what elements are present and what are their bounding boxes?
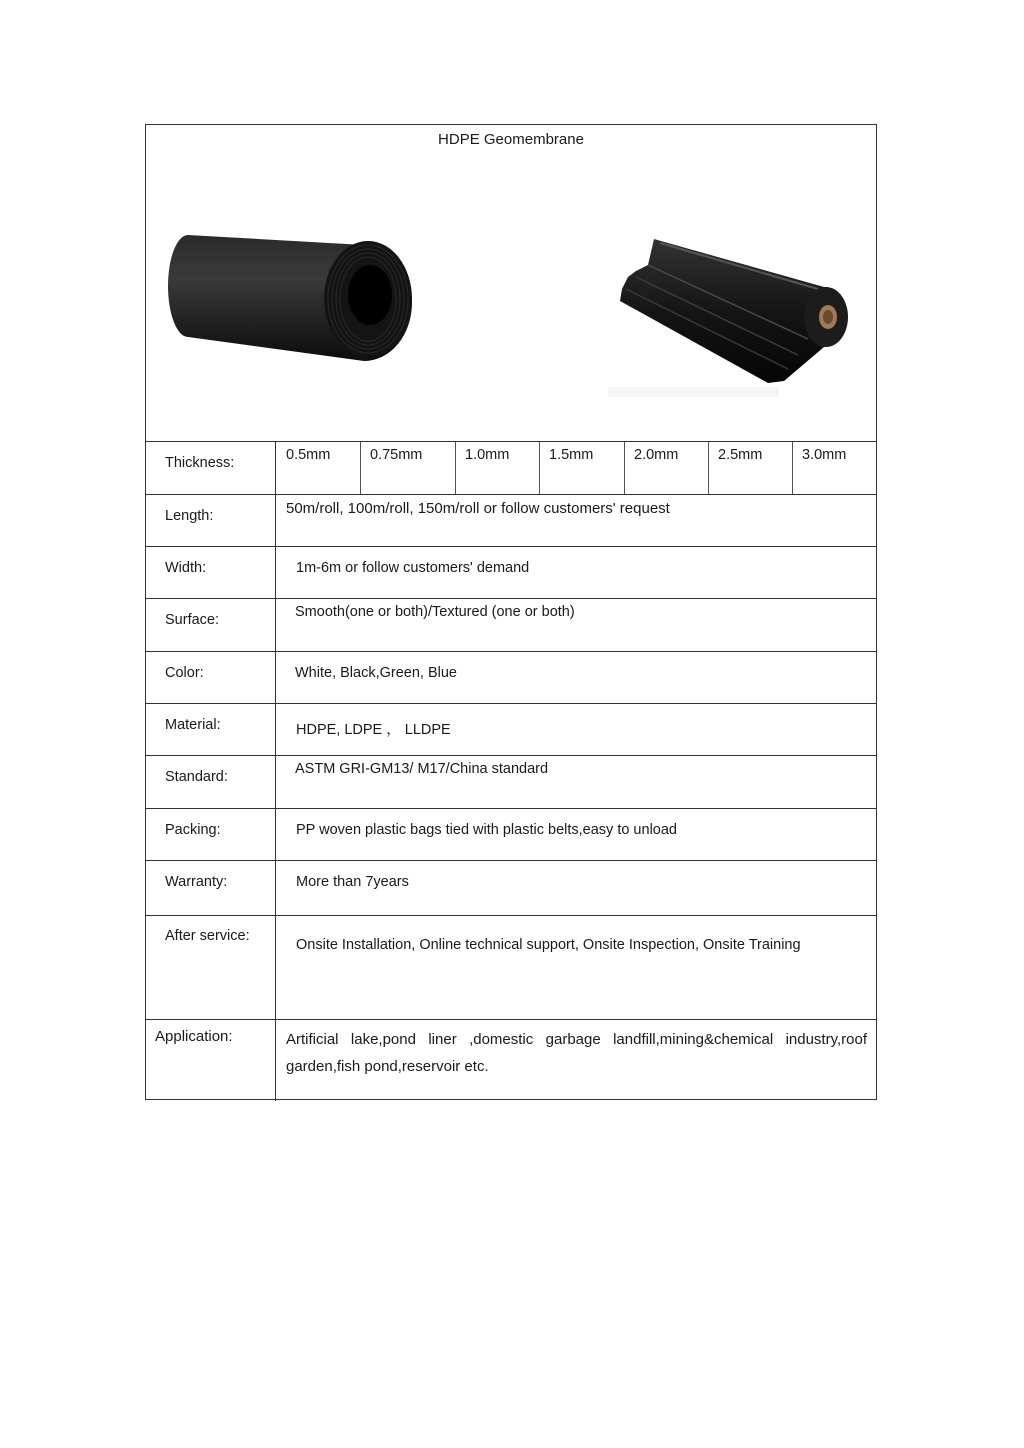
spec-row-application	[146, 1019, 876, 1101]
spec-label: Length:	[146, 495, 276, 546]
spec-label: Application:	[146, 1020, 276, 1101]
spec-row-packing	[146, 808, 876, 860]
spec-value: ASTM GRI-GM13/ M17/China standard	[295, 761, 549, 777]
thickness-cell: 0.75mm	[361, 442, 456, 494]
spec-row-color	[146, 651, 876, 703]
spec-value: Onsite Installation, Online technical support, Onsite Inspection, Onsite Training	[296, 937, 801, 953]
spec-row-length	[146, 494, 876, 546]
spec-row-warranty	[146, 860, 876, 915]
spec-value: PP woven plastic bags tied with plastic belts,easy to unload	[296, 822, 677, 838]
thickness-cell: 2.0mm	[625, 442, 709, 494]
spec-label: After service:	[146, 916, 276, 1019]
thickness-cell: 2.5mm	[709, 442, 793, 494]
document-title: HDPE Geomembrane	[438, 131, 584, 148]
spec-label: Color:	[146, 652, 276, 703]
spec-value: More than 7years	[296, 874, 409, 890]
spec-label: Standard:	[146, 756, 276, 808]
spec-value: HDPE, LDPE ， LLDPE	[296, 722, 451, 738]
spec-row-standard	[146, 755, 876, 808]
spec-value: Smooth(one or both)/Textured (one or both)	[295, 604, 575, 620]
spec-value: 50m/roll, 100m/roll, 150m/roll or follow customers' request	[286, 500, 670, 517]
spec-table	[145, 124, 877, 1100]
spec-value: Artificial lake,pond liner ,domestic garbage landfill,mining&chemical industry,roof garden,fish pond,reservoir etc.	[286, 1031, 867, 1075]
thickness-cell: 0.5mm	[277, 442, 361, 494]
spec-label: Material:	[146, 704, 276, 755]
hdpe-unrolled-image	[608, 231, 852, 401]
spec-row-thickness	[146, 441, 876, 494]
spec-label: Thickness:	[146, 442, 276, 494]
spec-row-after-service	[146, 915, 876, 1019]
product-image-area	[146, 125, 876, 441]
spec-row-width	[146, 546, 876, 598]
spec-label: Packing:	[146, 809, 276, 860]
thickness-cell: 1.0mm	[456, 442, 540, 494]
spec-label: Warranty:	[146, 861, 276, 915]
thickness-cell: 3.0mm	[802, 447, 847, 463]
thickness-cell: 1.5mm	[540, 442, 625, 494]
hdpe-roll-image	[166, 233, 418, 365]
spec-row-material	[146, 703, 876, 755]
spec-value: White, Black,Green, Blue	[295, 665, 457, 681]
thickness-options	[277, 442, 876, 494]
spec-row-surface	[146, 598, 876, 651]
spec-value: 1m-6m or follow customers' demand	[296, 560, 530, 576]
spec-label: Width:	[146, 547, 276, 598]
spec-label: Surface:	[146, 599, 276, 651]
